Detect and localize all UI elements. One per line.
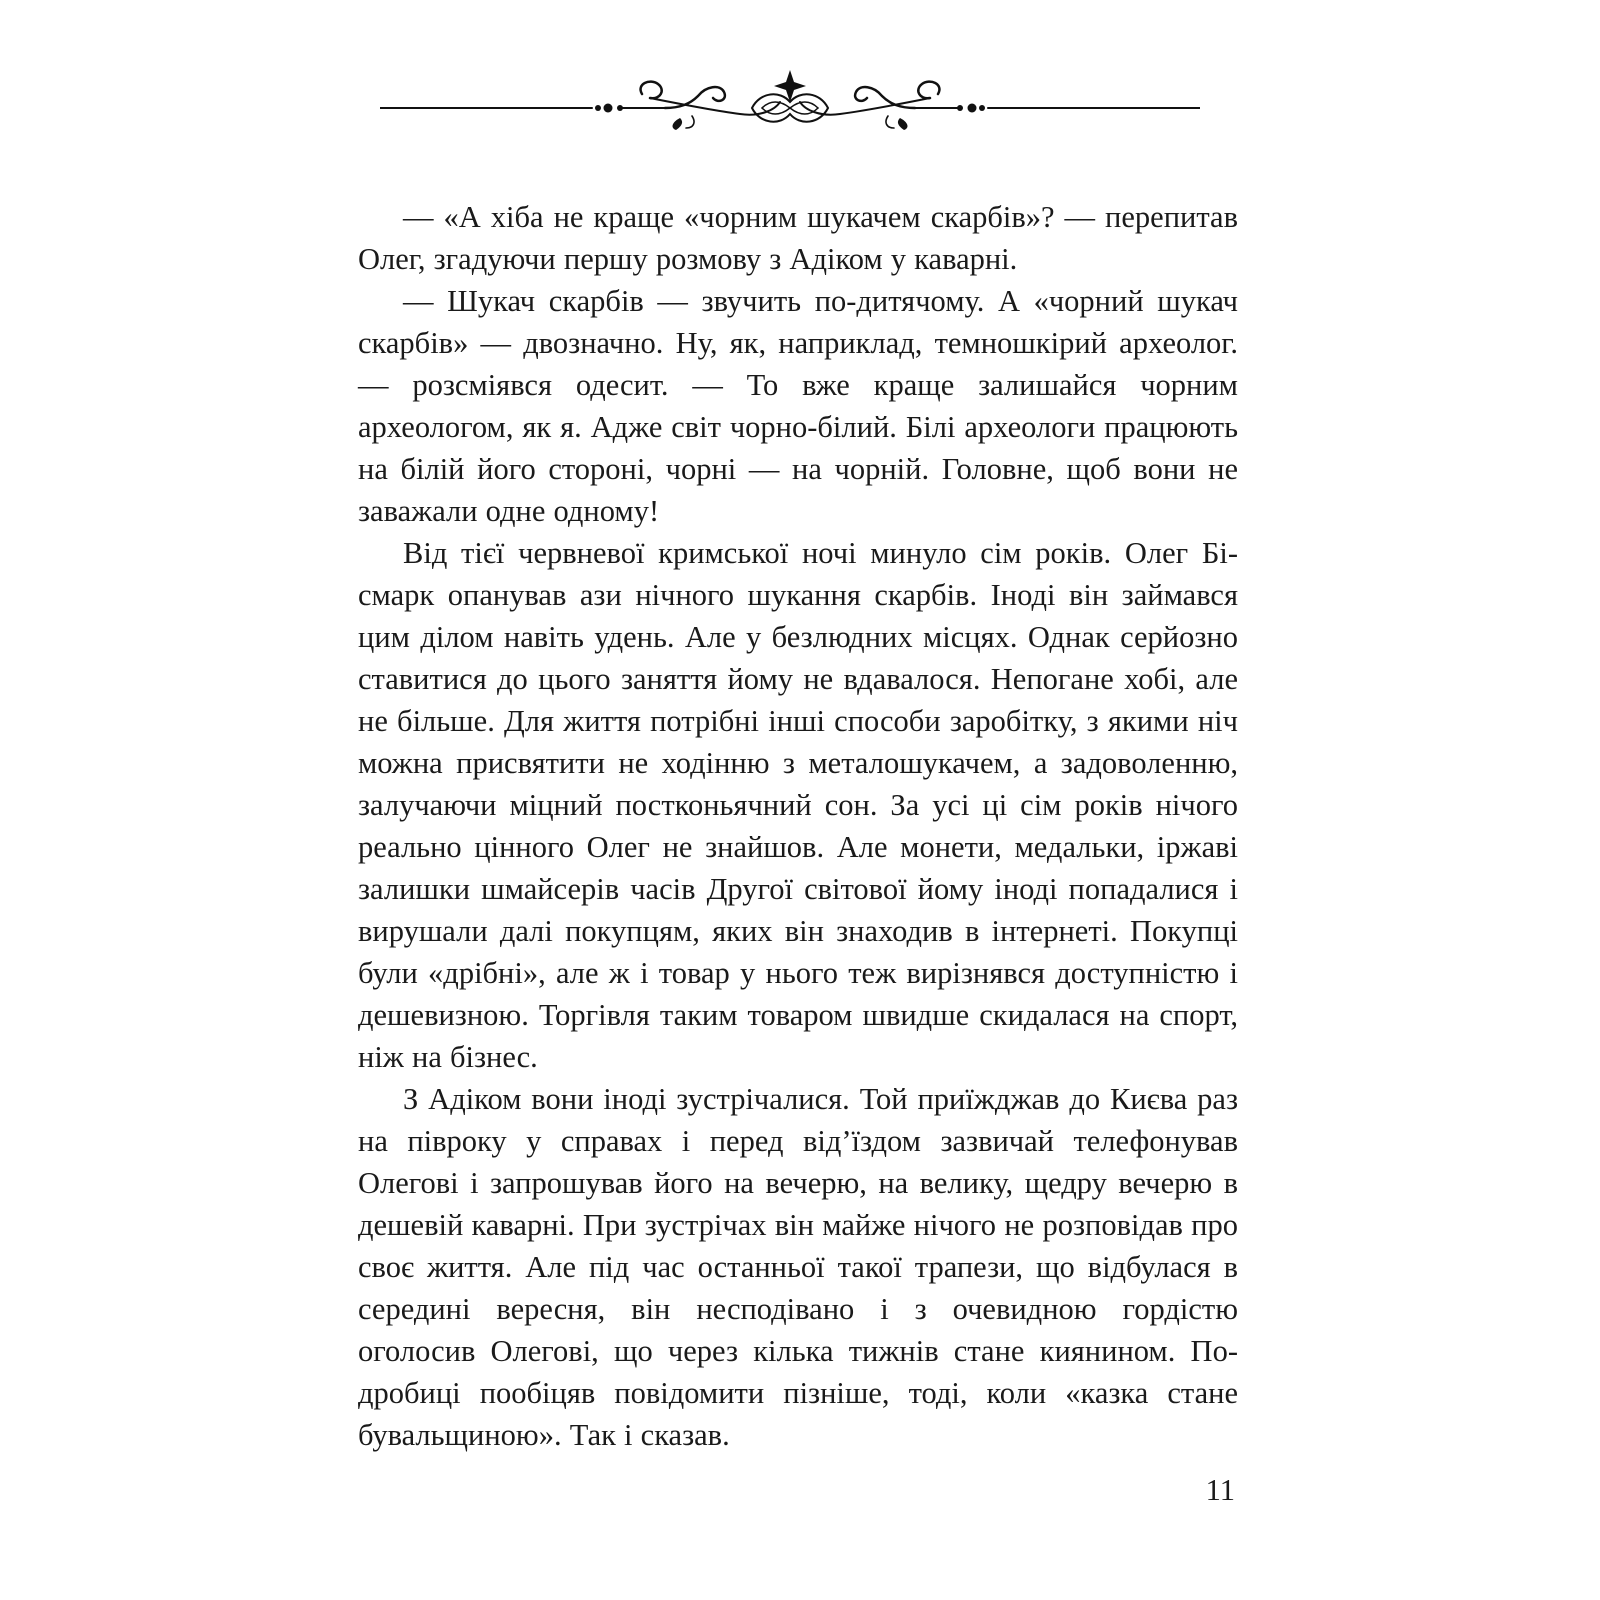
page-number: 11 — [1205, 1473, 1235, 1507]
decorative-flourish-divider-icon — [380, 64, 1200, 136]
body-text — [358, 196, 1238, 1456]
paragraph: — Шукач скарбів — звучить по-дитячому. А «чорний шукач скарбів» — двозначно. Ну, як, наприклад, темношкірий археолог. — розсміявся одесит. — То вже краще залишайся чорним археологом, як я. Адже світ чорно-білий. Білі археологи працюють на білій його стороні, чорні — на чорній. Головне, щоб вони не заважали одне одному! — [358, 284, 1238, 528]
paragraph: З Адіком вони іноді зустрічалися. Той приїжджав до Києва раз на півроку у справах і перед від’їздом зазвичай телефонував Олегові і запрошував його на вечерю, на велику, щедру вечерю в дешевій каварні. При зустрічах він майже нічого не розповідав про своє життя. Але під час останньої такої трапези, що відбулася в середині вересня, він несподівано і з очевидною гордістю оголосив Олегові, що через кілька тижнів стане киянином. Подробиці пообіцяв повідомити пізніше, тоді, коли «казка стане бувальщиною». Так і сказав. — [358, 1082, 1238, 1452]
paragraph: — «А хіба не краще «чорним шукачем скарбів»? — перепитав Олег, згадуючи першу розмову з Адіком у каварні. — [358, 200, 1238, 276]
paragraph: Від тієї червневої кримської ночі минуло сім років. Олег Бісмарк опанував ази нічного шукання скарбів. Іноді він займався цим ділом навіть удень. Але у безлюдних місцях. Однак серйозно ставитися до цього заняття йому не вдавалося. Непогане хобі, але не більше. Для життя потрібні інші способи заробітку, з якими ніч можна присвятити не ходінню з металошукачем, а задоволенню, залучаючи міцний постконьячний сон. За усі ці сім років нічого реально цінного Олег не знайшов. Але монети, медальки, іржаві залишки шмайсерів часів Другої світової йому іноді попадалися і вирушали далі покупцям, яких він знаходив в інтернеті. Покупці були «дрібні», але ж і товар у нього теж вирізнявся доступністю і дешевизною. Торгівля таким товаром швидше скидалася на спорт, ніж на бізнес. — [358, 536, 1238, 1074]
